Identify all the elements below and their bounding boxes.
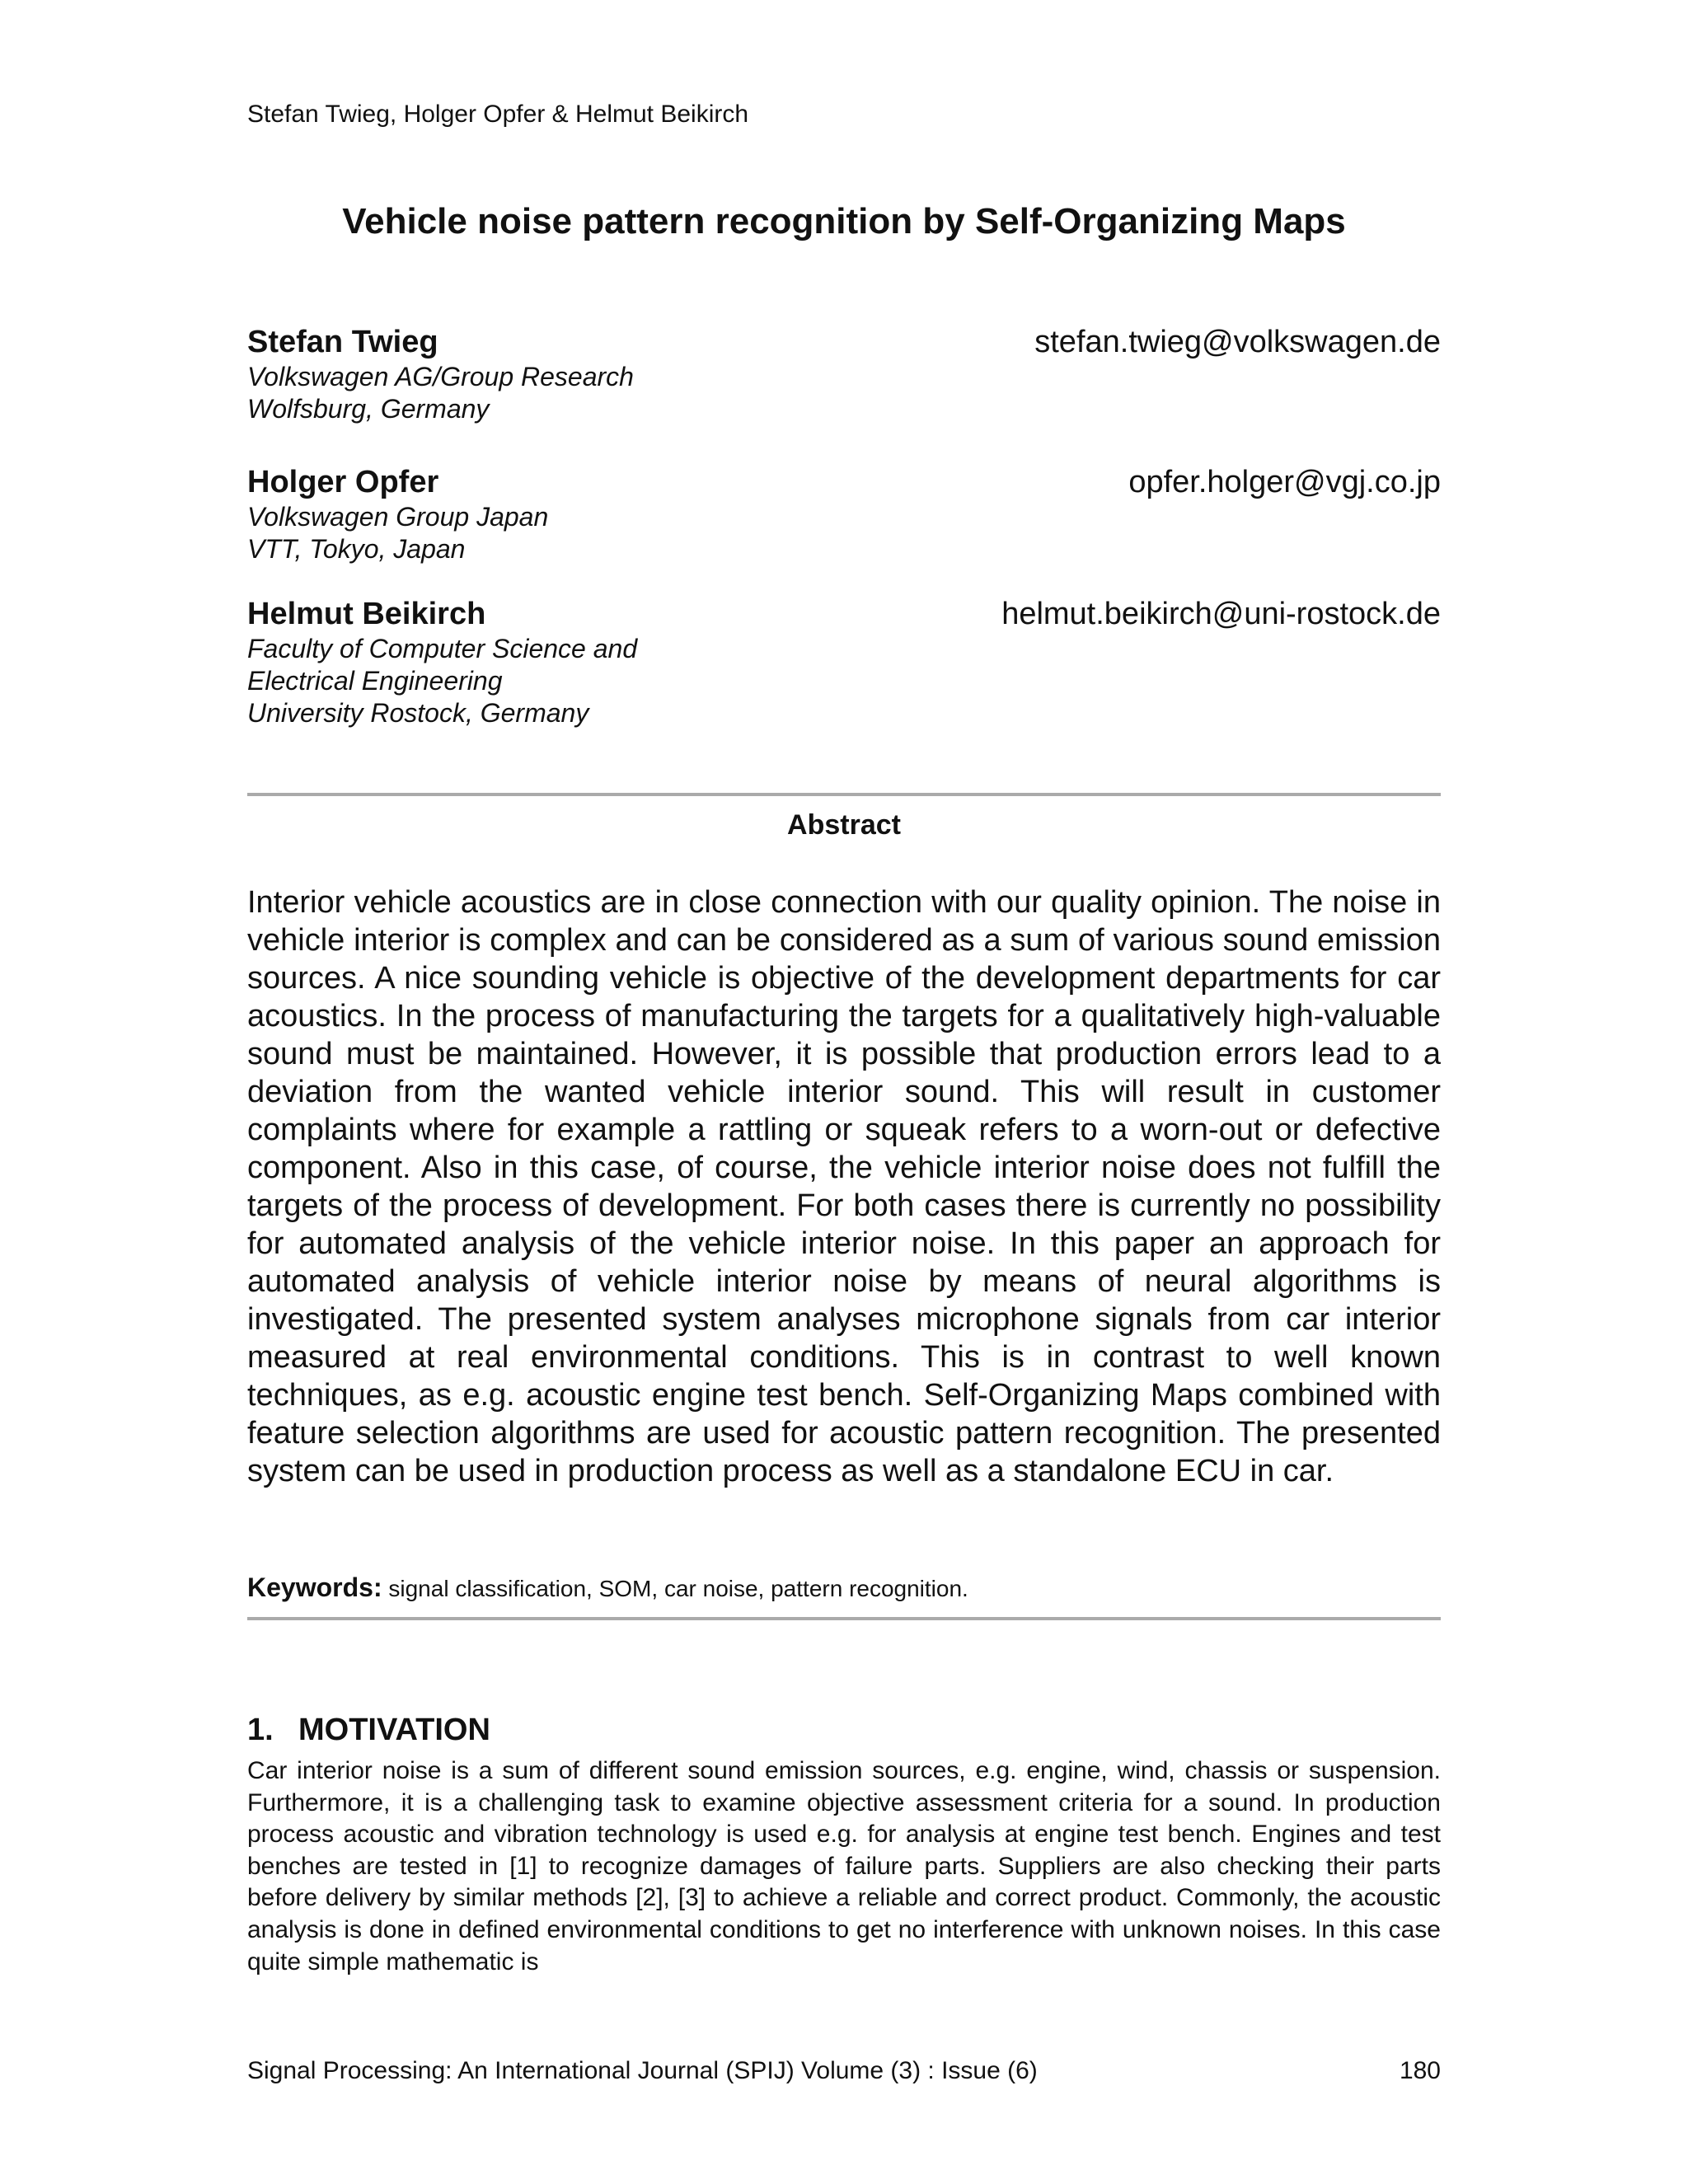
author-affiliation-line: Volkswagen AG/Group Research (247, 362, 634, 391)
divider-bottom (247, 1617, 1441, 1620)
author-affiliation-line: Electrical Engineering (247, 666, 503, 696)
abstract-text: Interior vehicle acoustics are in close connection with our quality opinion. The noise in vehicle interior is complex and can be considered as a sum of various sound emission sources. A nice sounding vehicle is objective of the development departments for car acoustics. In the process of manufacturing the targets for a qualitatively high-valuable sound must be maintained. However, it is possible that production errors lead to a deviation from the wanted vehicle interior sound. This will result in customer complaints where for example a rattling or squeak refers to a worn-out or defective component. Also in this case, of course, the vehicle interior noise does not fulfill the targets of the process of development. For both cases there is currently no possibility for automated analysis of the vehicle interior noise. In this paper an approach for automated analysis of vehicle interior noise by means of neural algorithms is investigated. The presented system analyses microphone signals from car interior measured at real environmental conditions. This is in contrast to well known techniques, as e.g. acoustic engine test bench. Self-Organizing Maps combined with feature selection algorithms are used for acoustic pattern recognition. The presented system can be used in production process as well as a standalone ECU in car. (247, 885, 1441, 1488)
section-heading (247, 1713, 490, 1748)
abstract-heading: Abstract (787, 809, 901, 841)
divider-top (247, 793, 1441, 796)
keywords (247, 1572, 968, 1603)
footer-journal: Signal Processing: An International Journal (SPIJ) Volume (3) : Issue (6) (247, 2057, 1038, 2084)
author-name: Holger Opfer (247, 465, 439, 499)
author-email: opfer.holger@vgj.co.jp (1128, 465, 1441, 499)
author-affiliation-line: University Rostock, Germany (247, 698, 589, 728)
keywords-label: Keywords: (247, 1572, 382, 1602)
author-name: Stefan Twieg (247, 325, 438, 359)
author-affiliation-line: Wolfsburg, Germany (247, 394, 490, 424)
author-name: Helmut Beikirch (247, 597, 486, 631)
paper-title: Vehicle noise pattern recognition by Self-Organizing Maps (342, 201, 1346, 241)
author-affiliation-line: Volkswagen Group Japan (247, 502, 549, 532)
page-number: 180 (1399, 2057, 1441, 2084)
section-title: MOTIVATION (298, 1713, 490, 1747)
author-affiliation-line: Faculty of Computer Science and (247, 634, 638, 663)
section-text: Car interior noise is a sum of different sound emission sources, e.g. engine, wind, chassis or suspension. Furthermore, it is a challenging task to examine objective assessment criteria for a sound. In production process acoustic and vibration technology is used e.g. for analysis at engine test bench. Engines and test benches are tested in [1] to recognize damages of failure parts. Suppliers are also checking their parts before delivery by similar methods [2], [3] to achieve a reliable and correct product. Commonly, the acoustic analysis is done in defined environmental conditions to get no interference with unknown noises. In this case quite simple mathematic is (247, 1757, 1441, 1975)
author-email: stefan.twieg@volkswagen.de (1034, 325, 1441, 359)
author-email: helmut.beikirch@uni-rostock.de (1001, 597, 1441, 631)
author-block (247, 595, 1441, 729)
author-affiliation-line: VTT, Tokyo, Japan (247, 534, 466, 564)
keywords-text: signal classification, SOM, car noise, pattern recognition. (388, 1576, 968, 1601)
running-head: Stefan Twieg, Holger Opfer & Helmut Beikirch (247, 101, 749, 128)
author-block (247, 323, 1441, 425)
section-number: 1. (247, 1713, 274, 1747)
author-block (247, 463, 1441, 565)
